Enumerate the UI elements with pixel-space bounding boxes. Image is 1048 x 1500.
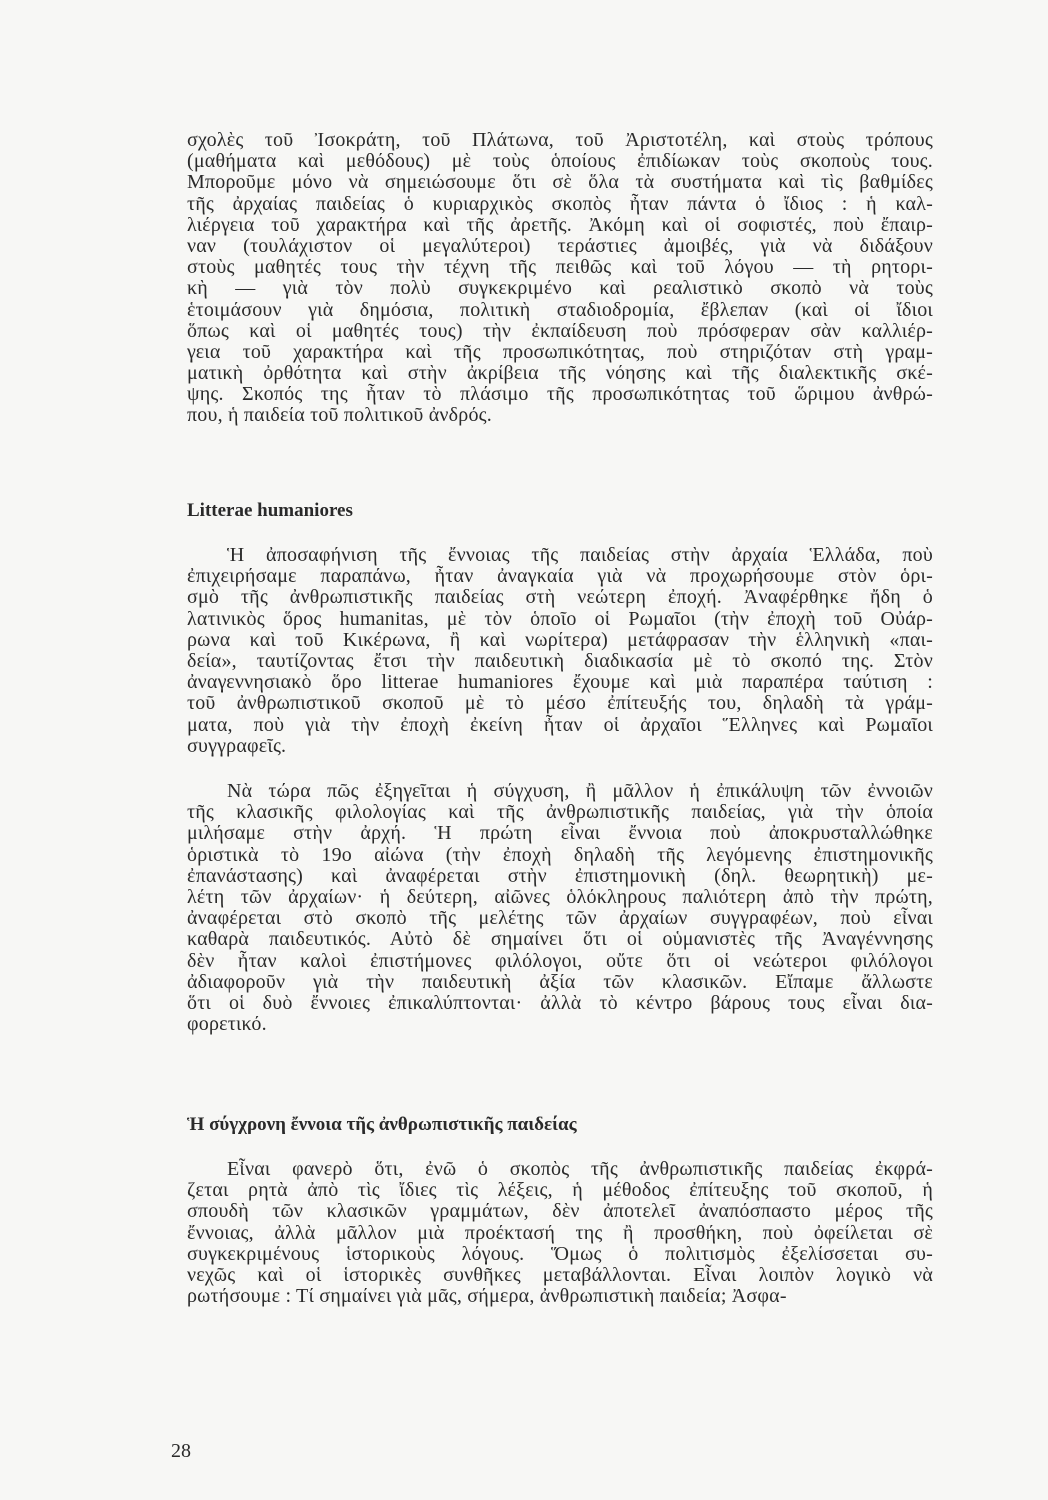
text-line: ὅπως καὶ οἱ μαθητές τους) τὴν ἐκπαίδευση ποὺ πρόσφεραν σὰν καλλιέρ- [187,319,933,342]
text-line: ρωνα καὶ τοῦ Κικέρωνα, ἢ καὶ νωρίτερα) μετάφρασαν τὴν ἑλληνικὴ «παι- [187,628,933,651]
text-line: ματα, ποὺ γιὰ τὴν ἐποχὴ ἐκείνη ἦταν οἱ ἀρχαῖοι Ἕλληνες καὶ Ρωμαῖοι [187,713,933,736]
text-line: μιλήσαμε στὴν ἀρχή. Ἡ πρώτη εἶναι ἔννοια ποὺ ἀποκρυσταλλώθηκε [187,822,933,845]
text-line: ρωτήσουμε : Τί σημαίνει γιὰ μᾶς, σήμερα, ἀνθρωπιστικὴ παιδεία; Ἀσφα- [187,1285,787,1308]
text-line: ἀδιαφοροῦν γιὰ τὴν παιδευτικὴ ἀξία τῶν κλασικῶν. Εἴπαμε ἄλλωστε [187,970,933,993]
text-line: ματικὴ ὀρθότητα καὶ στὴν ἀκρίβεια τῆς νόησης καὶ τῆς διαλεκτικῆς σκέ- [187,362,933,385]
text-line: φορετικό. [187,1013,267,1036]
text-line: Εἶναι φανερὸ ὅτι, ἐνῶ ὁ σκοπὸς τῆς ἀνθρωπιστικῆς παιδείας ἐκφρά- [227,1158,933,1180]
text-line: ζεται ρητὰ ἀπὸ τὶς ἴδιες τὶς λέξεις, ἡ μέθοδος ἐπίτευξης τοῦ σκοποῦ, ἡ [187,1179,933,1202]
text-line: τῆς ἀρχαίας παιδείας ὁ κυριαρχικὸς σκοπὸς ἦταν πάντα ὁ ἴδιος : ἡ καλ- [187,192,933,215]
text-line: ἑτοιμάσουν γιὰ δημόσια, πολιτικὴ σταδιοδρομία, ἔβλεπαν (καὶ οἱ ἴδιοι [187,298,933,321]
text-line: ἔννοιας, ἀλλὰ μᾶλλον μιὰ προέκτασή της ἢ προσθήκη, ποὺ ὀφείλεται σὲ [187,1221,933,1244]
text-line: ἐπιχειρήσαμε παραπάνω, ἦταν ἀναγκαία γιὰ νὰ προχωρήσουμε στὸν ὁρι- [187,565,933,588]
text-line: ὅτι οἱ δυὸ ἔννοιες ἐπικαλύπτονται· ἀλλὰ τὸ κέντρο βάρους τους εἶναι δια- [187,991,933,1014]
text-line: σπουδὴ τῶν κλασικῶν γραμμάτων, δὲν ἀποτελεῖ ἀναπόσπαστο μέρος τῆς [187,1200,933,1223]
text-line: σμὸ τῆς ἀνθρωπιστικῆς παιδείας στὴ νεώτερη ἐποχή. Ἀναφέρθηκε ἤδη ὁ [187,586,933,609]
text-line: ψης. Σκοπός της ἦταν τὸ πλάσιμο τῆς προσωπικότητας τοῦ ὥριμου ἀνθρώ- [187,383,933,406]
text-line: ναν (τουλάχιστον οἱ μεγαλύτεροι) τεράστιες ἀμοιβές, γιὰ νὰ διδάξουν [187,234,933,257]
text-line: (μαθήματα καὶ μεθόδους) μὲ τοὺς ὁποίους ἐπιδίωκαν τοὺς σκοποὺς τους. [187,150,933,173]
text-line: σχολὲς τοῦ Ἰσοκράτη, τοῦ Πλάτωνα, τοῦ Ἀριστοτέλη, καὶ στοὺς τρόπους [187,129,933,151]
text-line: ἀναγεννησιακὸ ὅρο litterae humaniores ἔχουμε καὶ μιὰ παραπέρα ταύτιση : [187,671,933,694]
text-line: Ἡ ἀποσαφήνιση τῆς ἔννοιας τῆς παιδείας στὴν ἀρχαία Ἑλλάδα, ποὺ [227,544,933,566]
text-line: καθαρὰ παιδευτικός. Αὐτὸ δὲ σημαίνει ὅτι οἱ οὑμανιστὲς τῆς Ἀναγέννησης [187,928,933,951]
text-line: Μποροῦμε μόνο νὰ σημειώσουμε ὅτι σὲ ὅλα τὰ συστήματα καὶ τὶς βαθμίδες [187,171,933,194]
text-line: ὁριστικὰ τὸ 19ο αἰώνα (τὴν ἐποχὴ δηλαδὴ τῆς λεγόμενης ἐπιστημονικῆς [187,843,933,866]
text-line: λιέργεια τοῦ χαρακτήρα καὶ τῆς ἀρετῆς. Ἀκόμη καὶ οἱ σοφιστές, ποὺ ἔπαιρ- [187,213,933,236]
paragraph-1 [187,130,933,427]
text-line: στοὺς μαθητές τους τὴν τέχνη τῆς πειθῶς καὶ τοῦ λόγου — τὴ ρητορι- [187,256,933,279]
text-line: συγγραφεῖς. [187,734,287,757]
text-line: που, ἡ παιδεία τοῦ πολιτικοῦ ἀνδρός. [187,404,492,427]
text-line: λατινικὸς ὅρος humanitas, μὲ τὸν ὁποῖο οἱ Ρωμαῖοι (τὴν ἐποχὴ τοῦ Οὐάρ- [187,607,933,630]
paragraph-4 [187,1159,933,1307]
text-line: δεία», ταυτίζοντας ἔτσι τὴν παιδευτικὴ διαδικασία μὲ τὸ σκοπό της. Στὸν [187,649,933,672]
text-line: λέτη τῶν ἀρχαίων· ἡ δεύτερη, αἰῶνες ὁλόκληρους παλιότερη ἀπὸ τὴν πρώτη, [187,885,933,908]
page-number: 28 [171,1440,191,1462]
text-line: δὲν ἦταν καλοὶ ἐπιστήμονες φιλόλογοι, οὔτε ὅτι οἱ νεώτεροι φιλόλογοι [187,949,933,972]
text-line: κὴ — γιὰ τὸν πολὺ συγκεκριμένο καὶ ρεαλιστικὸ σκοπὸ νὰ τοὺς [187,277,933,300]
text-line: ἐπανάστασης) καὶ ἀναφέρεται στὴν ἐπιστημονικὴ (δηλ. θεωρητικὴ) με- [187,864,933,887]
paragraph-2 [187,545,933,757]
text-line: Νὰ τώρα πῶς ἐξηγεῖται ἡ σύγχυση, ἢ μᾶλλον ἡ ἐπικάλυψη τῶν ἐννοιῶν [227,780,933,802]
text-line: νεχῶς καὶ οἱ ἱστορικὲς συνθῆκες μεταβάλλονται. Εἶναι λοιπὸν λογικὸ νὰ [187,1263,933,1286]
text-line: τοῦ ἀνθρωπιστικοῦ σκοποῦ μὲ τὸ μέσο ἐπίτευξής του, δηλαδὴ τὰ γράμ- [187,692,933,715]
section-heading-litterae-humaniores: Litterae humaniores [187,500,353,521]
text-line: τῆς κλασικῆς φιλολογίας καὶ τῆς ἀνθρωπιστικῆς παιδείας, γιὰ τὴν ὁποία [187,801,933,824]
text-line: ἀναφέρεται στὸ σκοπὸ τῆς μελέτης τῶν ἀρχαίων συγγραφέων, ποὺ εἶναι [187,907,933,930]
paragraph-3 [187,781,933,1035]
section-heading-modern-concept: Ἡ σύγχρονη ἔννοια τῆς ἀνθρωπιστικῆς παιδείας [187,1114,577,1135]
text-line: συγκεκριμένους ἱστορικοὺς λόγους. Ὅμως ὁ πολιτισμὸς ἐξελίσσεται συ- [187,1242,933,1265]
text-line: γεια τοῦ χαρακτήρα καὶ τῆς προσωπικότητας, ποὺ στηριζόταν στὴ γραμ- [187,340,933,363]
